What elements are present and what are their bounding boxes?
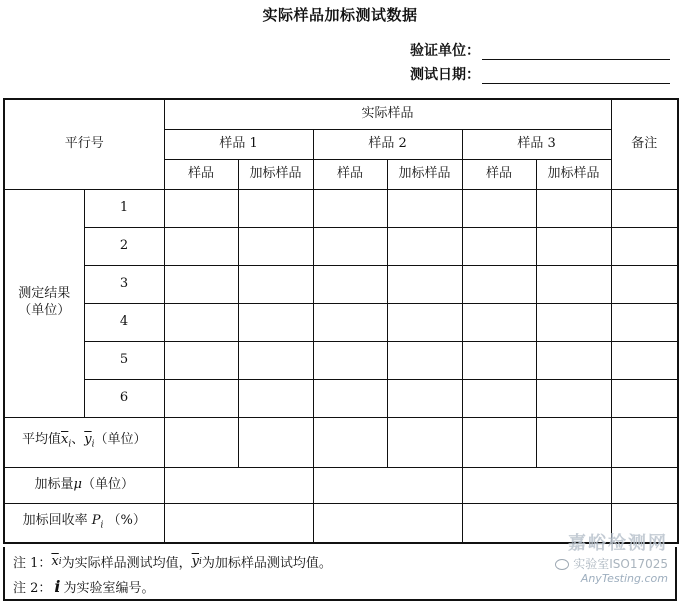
result-header <box>4 189 84 417</box>
data-cell[interactable] <box>164 303 238 341</box>
data-cell[interactable] <box>164 227 238 265</box>
data-cell[interactable] <box>387 417 462 467</box>
remark-cell[interactable] <box>611 303 678 341</box>
remark-cell[interactable] <box>611 265 678 303</box>
sub-header-spiked: 加标样品 <box>238 159 313 189</box>
data-cell[interactable] <box>164 341 238 379</box>
data-cell[interactable] <box>164 379 238 417</box>
sample-2-header: 样品 2 <box>313 129 462 159</box>
spike-unit: （单位） <box>81 476 134 492</box>
data-cell[interactable] <box>536 265 611 303</box>
data-cell[interactable] <box>313 189 387 227</box>
data-cell[interactable] <box>462 303 536 341</box>
data-cell[interactable] <box>164 417 238 467</box>
data-cell[interactable] <box>313 303 387 341</box>
actual-sample-header: 实际样品 <box>164 99 611 129</box>
data-cell[interactable] <box>164 189 238 227</box>
avg-y-symbol: $\overline{y}$ <box>84 432 92 448</box>
mu-symbol: μ <box>73 476 82 492</box>
data-cell[interactable] <box>387 227 462 265</box>
data-cell[interactable] <box>313 467 462 503</box>
verification-unit-field <box>410 38 670 60</box>
data-cell[interactable] <box>536 341 611 379</box>
data-cell[interactable] <box>462 265 536 303</box>
spike-header <box>4 467 164 503</box>
row-number: 3 <box>84 265 164 303</box>
data-cell[interactable] <box>462 189 536 227</box>
data-cell[interactable] <box>462 467 611 503</box>
remark-header: 备注 <box>611 99 678 189</box>
verification-unit-line[interactable] <box>482 43 670 60</box>
note-i-symbol: i <box>54 577 61 596</box>
verification-unit-label: 验证单位： <box>410 43 480 59</box>
sub-header-sample: 样品 <box>164 159 238 189</box>
data-cell[interactable] <box>387 379 462 417</box>
page-title: 实际样品加标测试数据 <box>262 6 418 24</box>
data-cell[interactable] <box>536 303 611 341</box>
remark-cell[interactable] <box>611 341 678 379</box>
average-label: 平均值 <box>21 432 61 448</box>
recovery-label: 加标回收率 <box>22 513 88 529</box>
data-cell[interactable] <box>536 227 611 265</box>
data-cell[interactable] <box>164 467 313 503</box>
remark-cell[interactable] <box>611 417 678 467</box>
data-cell[interactable] <box>313 503 462 543</box>
row-number: 5 <box>84 341 164 379</box>
data-cell[interactable] <box>313 379 387 417</box>
remark-cell[interactable] <box>611 379 678 417</box>
data-cell[interactable] <box>238 265 313 303</box>
data-table <box>3 98 679 544</box>
data-cell[interactable] <box>387 189 462 227</box>
parallel-number-header: 平行号 <box>4 99 164 189</box>
result-unit: （单位） <box>18 303 71 318</box>
data-cell[interactable] <box>462 379 536 417</box>
data-cell[interactable] <box>462 341 536 379</box>
sub-header-sample: 样品 <box>462 159 536 189</box>
row-number: 4 <box>84 303 164 341</box>
sub-header-spiked: 加标样品 <box>387 159 462 189</box>
note-2: 注 2： i 为实验室编号。 <box>13 577 155 596</box>
sample-3-header: 样品 3 <box>462 129 611 159</box>
note-x-symbol: $\overline{x}$ <box>51 554 59 569</box>
row-number: 1 <box>84 189 164 227</box>
data-cell[interactable] <box>238 303 313 341</box>
average-row <box>4 417 678 467</box>
recovery-header: 加标回收率 $P_i$ （%） <box>4 503 164 543</box>
data-cell[interactable] <box>238 227 313 265</box>
table-row <box>4 379 678 417</box>
test-date-label: 测试日期： <box>410 67 480 83</box>
watermark-top: 嘉峪检测网 <box>568 533 668 554</box>
p-symbol: P <box>91 513 101 529</box>
data-cell[interactable] <box>313 265 387 303</box>
data-cell[interactable] <box>313 227 387 265</box>
wechat-icon <box>555 559 569 570</box>
sub-header-spiked: 加标样品 <box>536 159 611 189</box>
result-label: 测定结果 <box>18 286 71 302</box>
data-cell[interactable] <box>387 265 462 303</box>
row-number: 2 <box>84 227 164 265</box>
watermark-middle: 实验室ISO17025 <box>555 555 668 572</box>
data-cell[interactable] <box>313 417 387 467</box>
test-date-field <box>410 62 670 84</box>
remark-cell[interactable] <box>611 189 678 227</box>
recovery-unit: （%） <box>107 513 146 529</box>
sub-header-sample: 样品 <box>313 159 387 189</box>
data-cell[interactable] <box>238 189 313 227</box>
data-cell[interactable] <box>164 265 238 303</box>
row-number: 6 <box>84 379 164 417</box>
avg-x-symbol: $\overline{x}$ <box>61 432 69 448</box>
data-cell[interactable] <box>387 341 462 379</box>
data-cell[interactable] <box>536 189 611 227</box>
data-cell[interactable] <box>387 303 462 341</box>
watermark <box>555 529 668 585</box>
data-cell[interactable] <box>238 417 313 467</box>
data-cell[interactable] <box>238 341 313 379</box>
note-1: 注 1： $\overline{x}$ i 为实际样品测试均值， $\overline{y}$ i 为加标样品测试均值。 <box>13 554 332 571</box>
data-cell[interactable] <box>164 503 313 543</box>
data-cell[interactable] <box>462 417 536 467</box>
spike-label: 加标量 <box>34 476 74 492</box>
sample-1-header: 样品 1 <box>164 129 313 159</box>
data-cell[interactable] <box>536 379 611 417</box>
average-unit: （单位） <box>94 432 147 448</box>
watermark-bottom: AnyTesting.com <box>580 572 668 585</box>
table-row <box>4 303 678 341</box>
spike-row <box>4 467 678 503</box>
table-row <box>4 227 678 265</box>
table-row <box>4 189 678 227</box>
remark-cell[interactable] <box>611 467 678 503</box>
note-y-symbol: $\overline{y}$ <box>191 554 200 569</box>
test-date-line[interactable] <box>482 67 670 84</box>
data-cell[interactable] <box>238 379 313 417</box>
data-cell[interactable] <box>313 341 387 379</box>
remark-cell[interactable] <box>611 227 678 265</box>
data-cell[interactable] <box>462 227 536 265</box>
table-row <box>4 265 678 303</box>
table-row <box>4 341 678 379</box>
header-row-1 <box>4 99 678 129</box>
data-cell[interactable] <box>536 417 611 467</box>
average-header: 平均值$\overline{x}_i$、$\overline{y}_i$（单位） <box>4 417 164 467</box>
